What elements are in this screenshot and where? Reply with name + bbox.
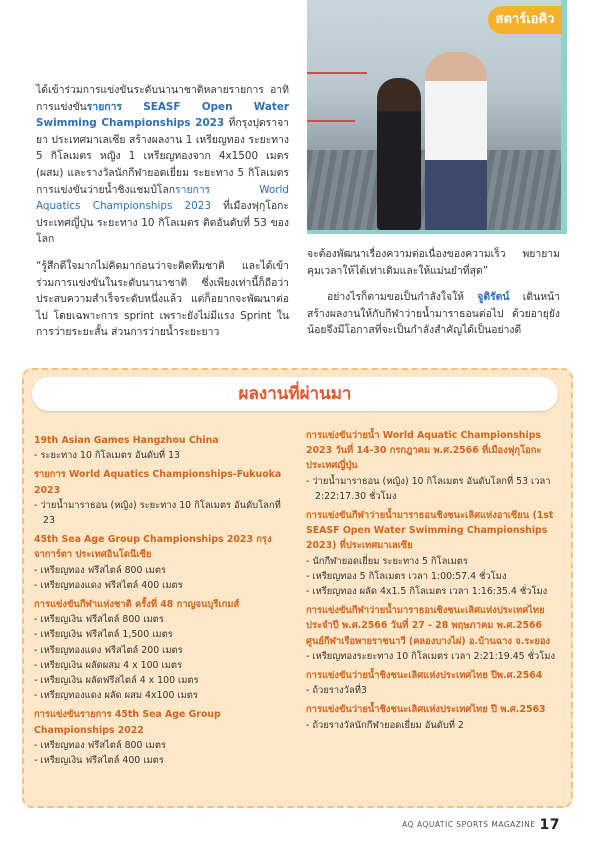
- result-item: - เหรียญทอง 5 กิโลเมตร เวลา 1:00:57.4 ชั่วโมง: [306, 569, 562, 584]
- result-item: - เหรียญทอง ฟรีสไตล์ 800 เมตร: [34, 563, 288, 578]
- article-paragraph: [307, 289, 560, 339]
- article-paragraph: [36, 82, 289, 248]
- result-heading: การแข่งขันว่ายน้ำชิงชนะเลิศแห่งประเทศไทย ปีพ.ศ.2564: [306, 670, 543, 682]
- page-footer: [400, 816, 560, 834]
- coach-figure: [425, 52, 487, 232]
- result-heading: การแข่งขันกีฬาว่ายน้ำมาราธอนชิงชนะเลิศแห่งประเทศไทย ประจำปี พ.ศ.2566 วันที่ 27 - 28 พฤษภาคม พ.ศ.2566 ศูนย์กีฬาเรือพายราชนาวี (คลองบางไผ่) อ.บ้านฉาง จ.ระยอง: [306, 605, 551, 647]
- result-item: - เหรียญเงิน ฟรีสไตล์ 400 เมตร: [34, 753, 288, 768]
- result-heading: การแข่งขันกีฬาแห่งชาติ ครั้งที่ 48 กาญจนบุรีเกมส์: [34, 599, 240, 611]
- photo-frame: [561, 0, 567, 232]
- text-run: ได้เข้าร่วมการแข่งขันระดับนานาชาติหลายรายการ อาทิ การแข่งขัน: [36, 84, 289, 113]
- result-item: - นักกีฬายอดเยี่ยม ระยะทาง 5 กิโลเมตร: [306, 554, 562, 569]
- result-item: - ถ้วยรางวัลที่3: [306, 683, 562, 698]
- result-item: - เหรียญทองแดง ฟรีสไตล์ 400 เมตร: [34, 578, 288, 593]
- results-right-list: [306, 428, 562, 733]
- result-heading: 19th Asian Games Hangzhou China: [34, 435, 219, 446]
- article-left-column: [36, 82, 289, 341]
- swimmer-figure: [377, 78, 421, 230]
- result-item: - เหรียญทองแดง ฟรีสไตล์ 200 เมตร: [34, 643, 288, 658]
- text-run: ที่เมืองฟุกุโอกะ ประเทศญี่ปุ่น ระยะทาง 10 กิโลเมตร ติดอันดับที่ 53 ของโลก: [36, 200, 289, 246]
- page-number: 17: [539, 817, 560, 833]
- result-item: - เหรียญเงิน ผลัดฟรีสไตล์ 4 x 100 เมตร: [34, 673, 288, 688]
- result-item: - เหรียญทอง ฟรีสไตล์ 800 เมตร: [34, 738, 288, 753]
- magazine-name: AQ AQUATIC SPORTS MAGAZINE: [402, 820, 536, 829]
- result-item: - ระยะทาง 10 กิโลเมตร อันดับที่ 13: [34, 448, 288, 463]
- result-item: - เหรียญเงิน ผลัดผสม 4 x 100 เมตร: [34, 658, 288, 673]
- result-heading: 45th Sea Age Group Championships 2023 กรุงจาการ์ตา ประเทศอินโดนีเซีย: [34, 534, 272, 561]
- lane-rope: [307, 120, 355, 122]
- result-item: - ว่ายน้ำมาราธอน (หญิง) ระยะทาง 10 กิโลเมตร อันดับโลกที่ 23: [34, 498, 288, 528]
- result-item: - ถ้วยรางวัลนักกีฬายอดเยี่ยม อันดับที่ 2: [306, 718, 562, 733]
- article-right-column: [307, 246, 560, 339]
- result-item: - ว่ายน้ำมาราธอน (หญิง) 10 กิโลเมตร อันดับโลกที่ 53 เวลา 2:22:17.30 ชั่วโมง: [306, 474, 562, 504]
- event-name: รายการ SEASF Open Water Swimming Championships 2023: [36, 100, 289, 130]
- result-heading: การแข่งขันรายการ 45th Sea Age Group Championships 2022: [34, 709, 221, 736]
- result-heading: รายการ World Aquatics Championships-Fukuoka 2023: [34, 469, 282, 496]
- result-item: - เหรียญทอง ผลัด 4x1.5 กิโลเมตร เวลา 1:16:35.4 ชั่วโมง: [306, 584, 562, 599]
- result-item: - เหรียญทองแดง ผลัด ผสม 4x100 เมตร: [34, 688, 288, 703]
- lane-rope: [307, 72, 367, 74]
- result-item: - เหรียญทองระยะทาง 10 กิโลเมตร เวลา 2:21:19.45 ชั่วโมง: [306, 649, 562, 664]
- text-run: เดินหน้าสร้างผลงานให้กับกีฬาว่ายน้ำมาราธอนต่อไป ด้วยอายุยังน้อยจึงมีโอกาสที่จะเป็นกำลังสำคัญได้เป็นอย่างดี: [307, 291, 560, 337]
- text-run: ที่กรุงปุตราจายา ประเทศมาเลเซีย สร้างผลงาน 1 เหรียญทอง ระยะทาง 5 กิโลเมตร หญิง 1 เหรียญทองจาก 4x1500 เมตร (ผสม) และรางวัลนักกีฬายอดเยี่ยม ระยะทาง 5 กิโลเมตร การแข่งขันว่ายน้ำชิงแชมป์โลก: [36, 117, 290, 196]
- result-item: - เหรียญเงิน ฟรีสไตล์ 800 เมตร: [34, 612, 288, 627]
- article-paragraph: จะต้องพัฒนาเรื่องความต่อเนื่องของความเร็ว พยายามคุมเวลาให้ได้เท่าเดิมและให้แม่นยำที่สุด”: [307, 248, 560, 277]
- section-tag: สตาร์เอคิว: [488, 6, 562, 34]
- result-item: - เหรียญเงิน ฟรีสไตล์ 1,500 เมตร: [34, 627, 288, 642]
- text-run: อย่างไรก็ตามขอเป็นกำลังใจให้: [327, 291, 478, 304]
- photo-frame: [307, 230, 567, 234]
- results-left-list: [34, 433, 288, 768]
- results-title: ผลงานที่ผ่านมา: [32, 377, 558, 411]
- result-heading: การแข่งขันกีฬาว่ายน้ำมาราธอนชิงชนะเลิศแห่งอาเซียน (1st SEASF Open Water Swimming Championships 2023) ที่ประเทศมาเลเซีย: [306, 510, 554, 552]
- athlete-name: จูติรัตน์: [477, 291, 510, 304]
- event-name: รายการ World Aquatics Championships 2023: [36, 183, 289, 213]
- article-paragraph: “รู้สึกดีใจมากไม่คิดมาก่อนว่าจะติดทีมชาติ และได้เข้าร่วมการแข่งขันในระดับนานาชาติ ซึ่งเพียงเท่านี้ก็ถือว่าประสบความสำเร็จระดับหนึ่งแล้ว แต่ก็อยากจะพัฒนาต่อไป โดยเฉพาะการ sprint เพราะยังไม่มีแรง Sprint ในการว่ายระยะสั้น ส่วนการว่ายน้ำระยะยาว: [36, 259, 289, 339]
- result-heading: การแข่งขันว่ายน้ำ World Aquatic Championships 2023 วันที่ 14-30 กรกฎาคม พ.ศ.2566 ที่เมืองฟุกุโอกะ ประเทศญี่ปุ่น: [306, 430, 542, 472]
- result-heading: การแข่งขันว่ายน้ำชิงชนะเลิศแห่งประเทศไทย ปี พ.ศ.2563: [306, 704, 546, 716]
- swimmer-photo: [307, 0, 564, 232]
